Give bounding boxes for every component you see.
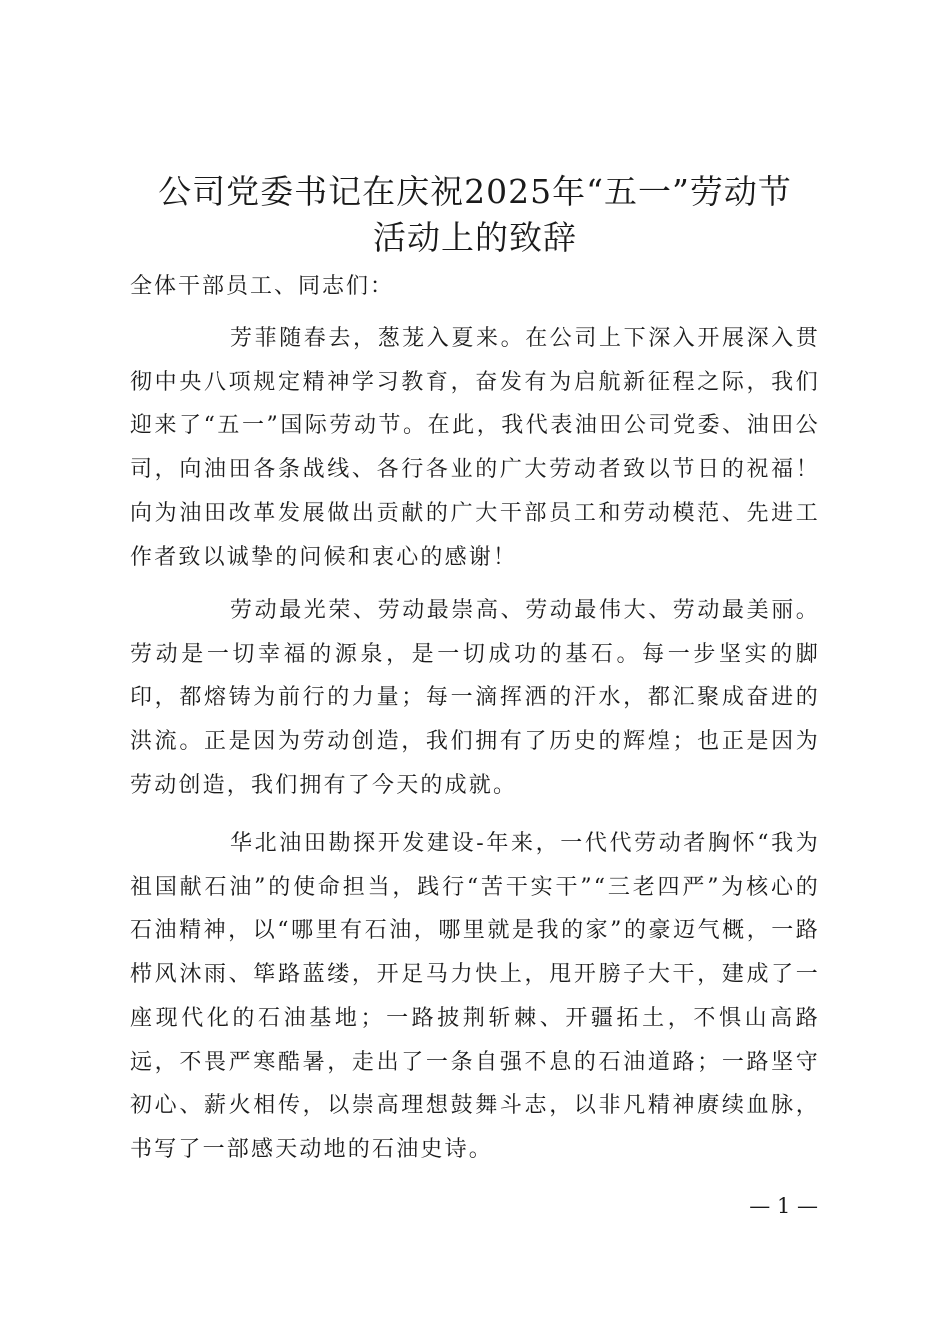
document-title-line-2: 活动上的致辞 xyxy=(373,218,577,257)
paragraph-2: 劳动最光荣、劳动最崇高、劳动最伟大、劳动最美丽。劳动是一切幸福的源泉，是一切成功的基石。每一步坚实的脚印，都熔铸为前行的力量；每一滴挥洒的汗水，都汇聚成奋进的洪流。正是因为劳动创造，我们拥有了历史的辉煌；也正是因为劳动创造，我们拥有了今天的成就。 xyxy=(130,598,820,798)
paragraph-3: 华北油田勘探开发建设-年来，一代代劳动者胸怀“我为祖国献石油”的使命担当，践行“苦干实干”“三老四严”为核心的石油精神，以“哪里有石油，哪里就是我的家”的豪迈气概，一路栉风沐雨、筚路蓝缕，开足马力快上，甩开膀子大干，建成了一座现代化的石油基地；一路披荆斩棘、开疆拓土，不惧山高路远，不畏严寒酷暑，走出了一条自强不息的石油道路；一路坚守初心、薪火相传，以崇高理想鼓舞斗志，以非凡精神赓续血脉，书写了一部感天动地的石油史诗。 xyxy=(130,831,820,1162)
page-number: — 1 — xyxy=(749,1194,818,1218)
paragraph-1: 芳菲随春去，葱茏入夏来。在公司上下深入开展深入贯彻中央八项规定精神学习教育，奋发有为启航新征程之际，我们迎来了“五一”国际劳动节。在此，我代表油田公司党委、油田公司，向油田各条战线、各行各业的广大劳动者致以节日的祝福！向为油田改革发展做出贡献的广大干部员工和劳动模范、先进工作者致以诚挚的问候和衷心的感谢！ xyxy=(130,326,820,570)
document-title-line-1: 公司党委书记在庆祝2025年“五一”劳动节 xyxy=(158,172,792,211)
salutation: 全体干部员工、同志们： xyxy=(130,274,395,299)
